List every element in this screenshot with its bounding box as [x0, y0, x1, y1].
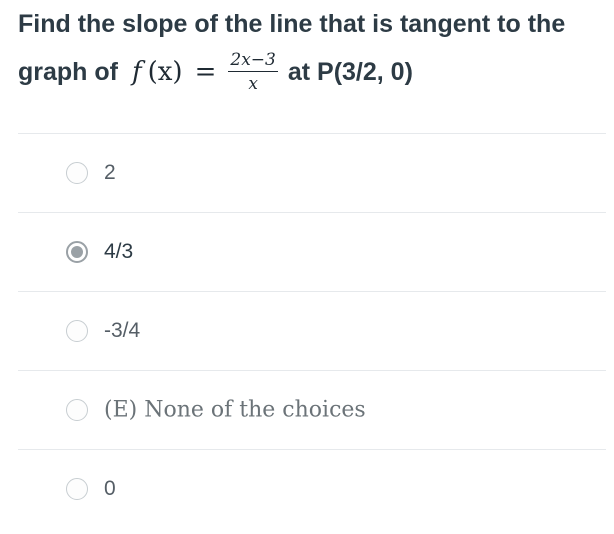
radio-button-selected[interactable]	[66, 241, 88, 263]
answer-label: -3/4	[104, 319, 141, 342]
answer-option-3[interactable]	[18, 291, 606, 370]
answer-label: 2	[104, 161, 116, 184]
answer-option-5[interactable]	[18, 449, 606, 528]
answer-label: 0	[104, 477, 116, 500]
radio-button[interactable]	[66, 320, 88, 342]
function-name: f	[132, 57, 142, 87]
question-line-2	[18, 44, 608, 100]
question-line-1: Find the slope of the line that is tangent to the	[18, 10, 566, 38]
answer-label: (E) None of the choices	[104, 397, 366, 423]
answer-option-4[interactable]	[18, 370, 606, 449]
answer-option-2[interactable]	[18, 212, 606, 291]
radio-button[interactable]	[66, 162, 88, 184]
function-argument: (x)	[147, 57, 183, 87]
function-expression	[132, 51, 288, 93]
radio-button[interactable]	[66, 478, 88, 500]
fraction-denominator: x	[248, 74, 258, 94]
equals-sign: =	[194, 57, 217, 87]
answer-label: 4/3	[104, 240, 134, 263]
question-prefix: graph of	[18, 58, 118, 86]
radio-button[interactable]	[66, 399, 88, 421]
fraction	[228, 51, 277, 93]
fraction-numerator: 2x−3	[230, 50, 276, 70]
question-text	[18, 6, 608, 100]
answer-option-1[interactable]	[18, 133, 606, 212]
question-suffix: at P(3/2, 0)	[287, 58, 413, 86]
answer-list	[18, 133, 606, 528]
